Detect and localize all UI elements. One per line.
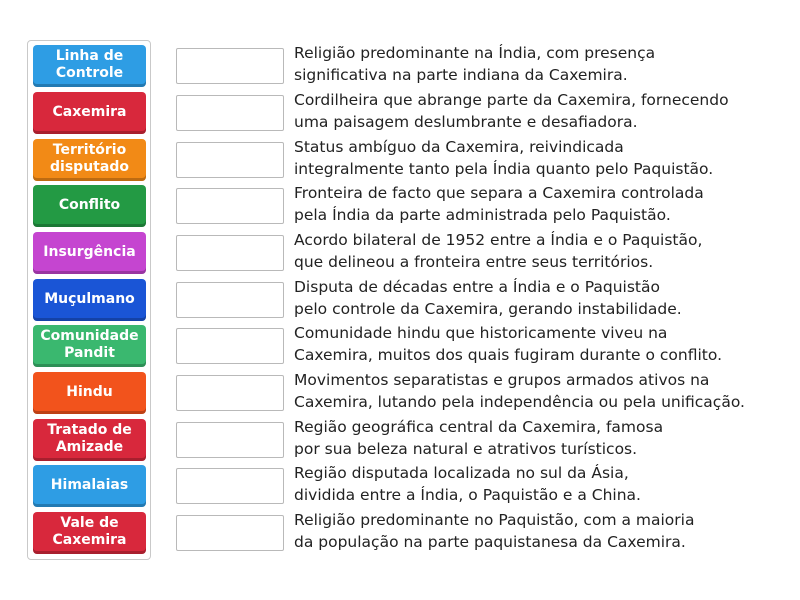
description-line: Região geográfica central da Caxemira, famosa bbox=[294, 418, 664, 436]
word-tile[interactable]: Território disputado bbox=[33, 139, 146, 181]
word-tile[interactable]: Caxemira bbox=[33, 92, 146, 134]
description-line: da população na parte paquistanesa da Caxemira. bbox=[294, 533, 686, 551]
description bbox=[294, 136, 794, 180]
description-line: Disputa de décadas entre a Índia e o Paquistão bbox=[294, 278, 660, 296]
drop-zone[interactable] bbox=[176, 188, 284, 224]
word-tile[interactable]: Hindu bbox=[33, 372, 146, 414]
drop-zone[interactable] bbox=[176, 422, 284, 458]
description-line: Religião predominante no Paquistão, com a maioria bbox=[294, 511, 695, 529]
description-line: uma paisagem deslumbrante e desafiadora. bbox=[294, 113, 638, 131]
description bbox=[294, 416, 794, 460]
description-line: Caxemira, lutando pela independência ou pela unificação. bbox=[294, 393, 745, 411]
description bbox=[294, 229, 794, 273]
drop-zone[interactable] bbox=[176, 142, 284, 178]
description bbox=[294, 509, 794, 553]
drop-zone[interactable] bbox=[176, 48, 284, 84]
drop-zone[interactable] bbox=[176, 235, 284, 271]
description bbox=[294, 276, 794, 320]
word-tile[interactable]: Tratado de Amizade bbox=[33, 419, 146, 461]
drop-zone[interactable] bbox=[176, 328, 284, 364]
description-line: Comunidade hindu que historicamente viveu na bbox=[294, 324, 668, 342]
description-line: Religião predominante na Índia, com presença bbox=[294, 44, 656, 62]
drop-zone[interactable] bbox=[176, 375, 284, 411]
description-line: que delineou a fronteira entre seus territórios. bbox=[294, 253, 654, 271]
drop-zone[interactable] bbox=[176, 282, 284, 318]
word-tile[interactable]: Muçulmano bbox=[33, 279, 146, 321]
word-tile[interactable]: Vale de Caxemira bbox=[33, 512, 146, 554]
description-line: Região disputada localizada no sul da Ásia, bbox=[294, 464, 629, 482]
description-line: Cordilheira que abrange parte da Caxemira, fornecendo bbox=[294, 91, 729, 109]
description-line: por sua beleza natural e atrativos turísticos. bbox=[294, 440, 638, 458]
description bbox=[294, 42, 794, 86]
description-line: Movimentos separatistas e grupos armados ativos na bbox=[294, 371, 710, 389]
description bbox=[294, 369, 794, 413]
description bbox=[294, 182, 794, 226]
description-line: Status ambíguo da Caxemira, reivindicada bbox=[294, 138, 624, 156]
description-line: pelo controle da Caxemira, gerando instabilidade. bbox=[294, 300, 682, 318]
drop-zone[interactable] bbox=[176, 95, 284, 131]
description-line: pela Índia da parte administrada pelo Paquistão. bbox=[294, 206, 671, 224]
drop-zone[interactable] bbox=[176, 468, 284, 504]
word-tile[interactable]: Insurgência bbox=[33, 232, 146, 274]
description-line: significativa na parte indiana da Caxemira. bbox=[294, 66, 628, 84]
word-tile[interactable]: Conflito bbox=[33, 185, 146, 227]
description bbox=[294, 322, 794, 366]
description bbox=[294, 462, 794, 506]
word-tile[interactable]: Himalaias bbox=[33, 465, 146, 507]
drop-zone[interactable] bbox=[176, 515, 284, 551]
word-tile[interactable]: Comunidade Pandit bbox=[33, 325, 146, 367]
description bbox=[294, 89, 794, 133]
description-line: integralmente tanto pela Índia quanto pelo Paquistão. bbox=[294, 160, 714, 178]
description-line: Acordo bilateral de 1952 entre a Índia e o Paquistão, bbox=[294, 231, 703, 249]
description-line: Caxemira, muitos dos quais fugiram durante o conflito. bbox=[294, 346, 723, 364]
description-line: Fronteira de facto que separa a Caxemira controlada bbox=[294, 184, 704, 202]
word-tile[interactable]: Linha de Controle bbox=[33, 45, 146, 87]
description-line: dividida entre a Índia, o Paquistão e a China. bbox=[294, 486, 641, 504]
